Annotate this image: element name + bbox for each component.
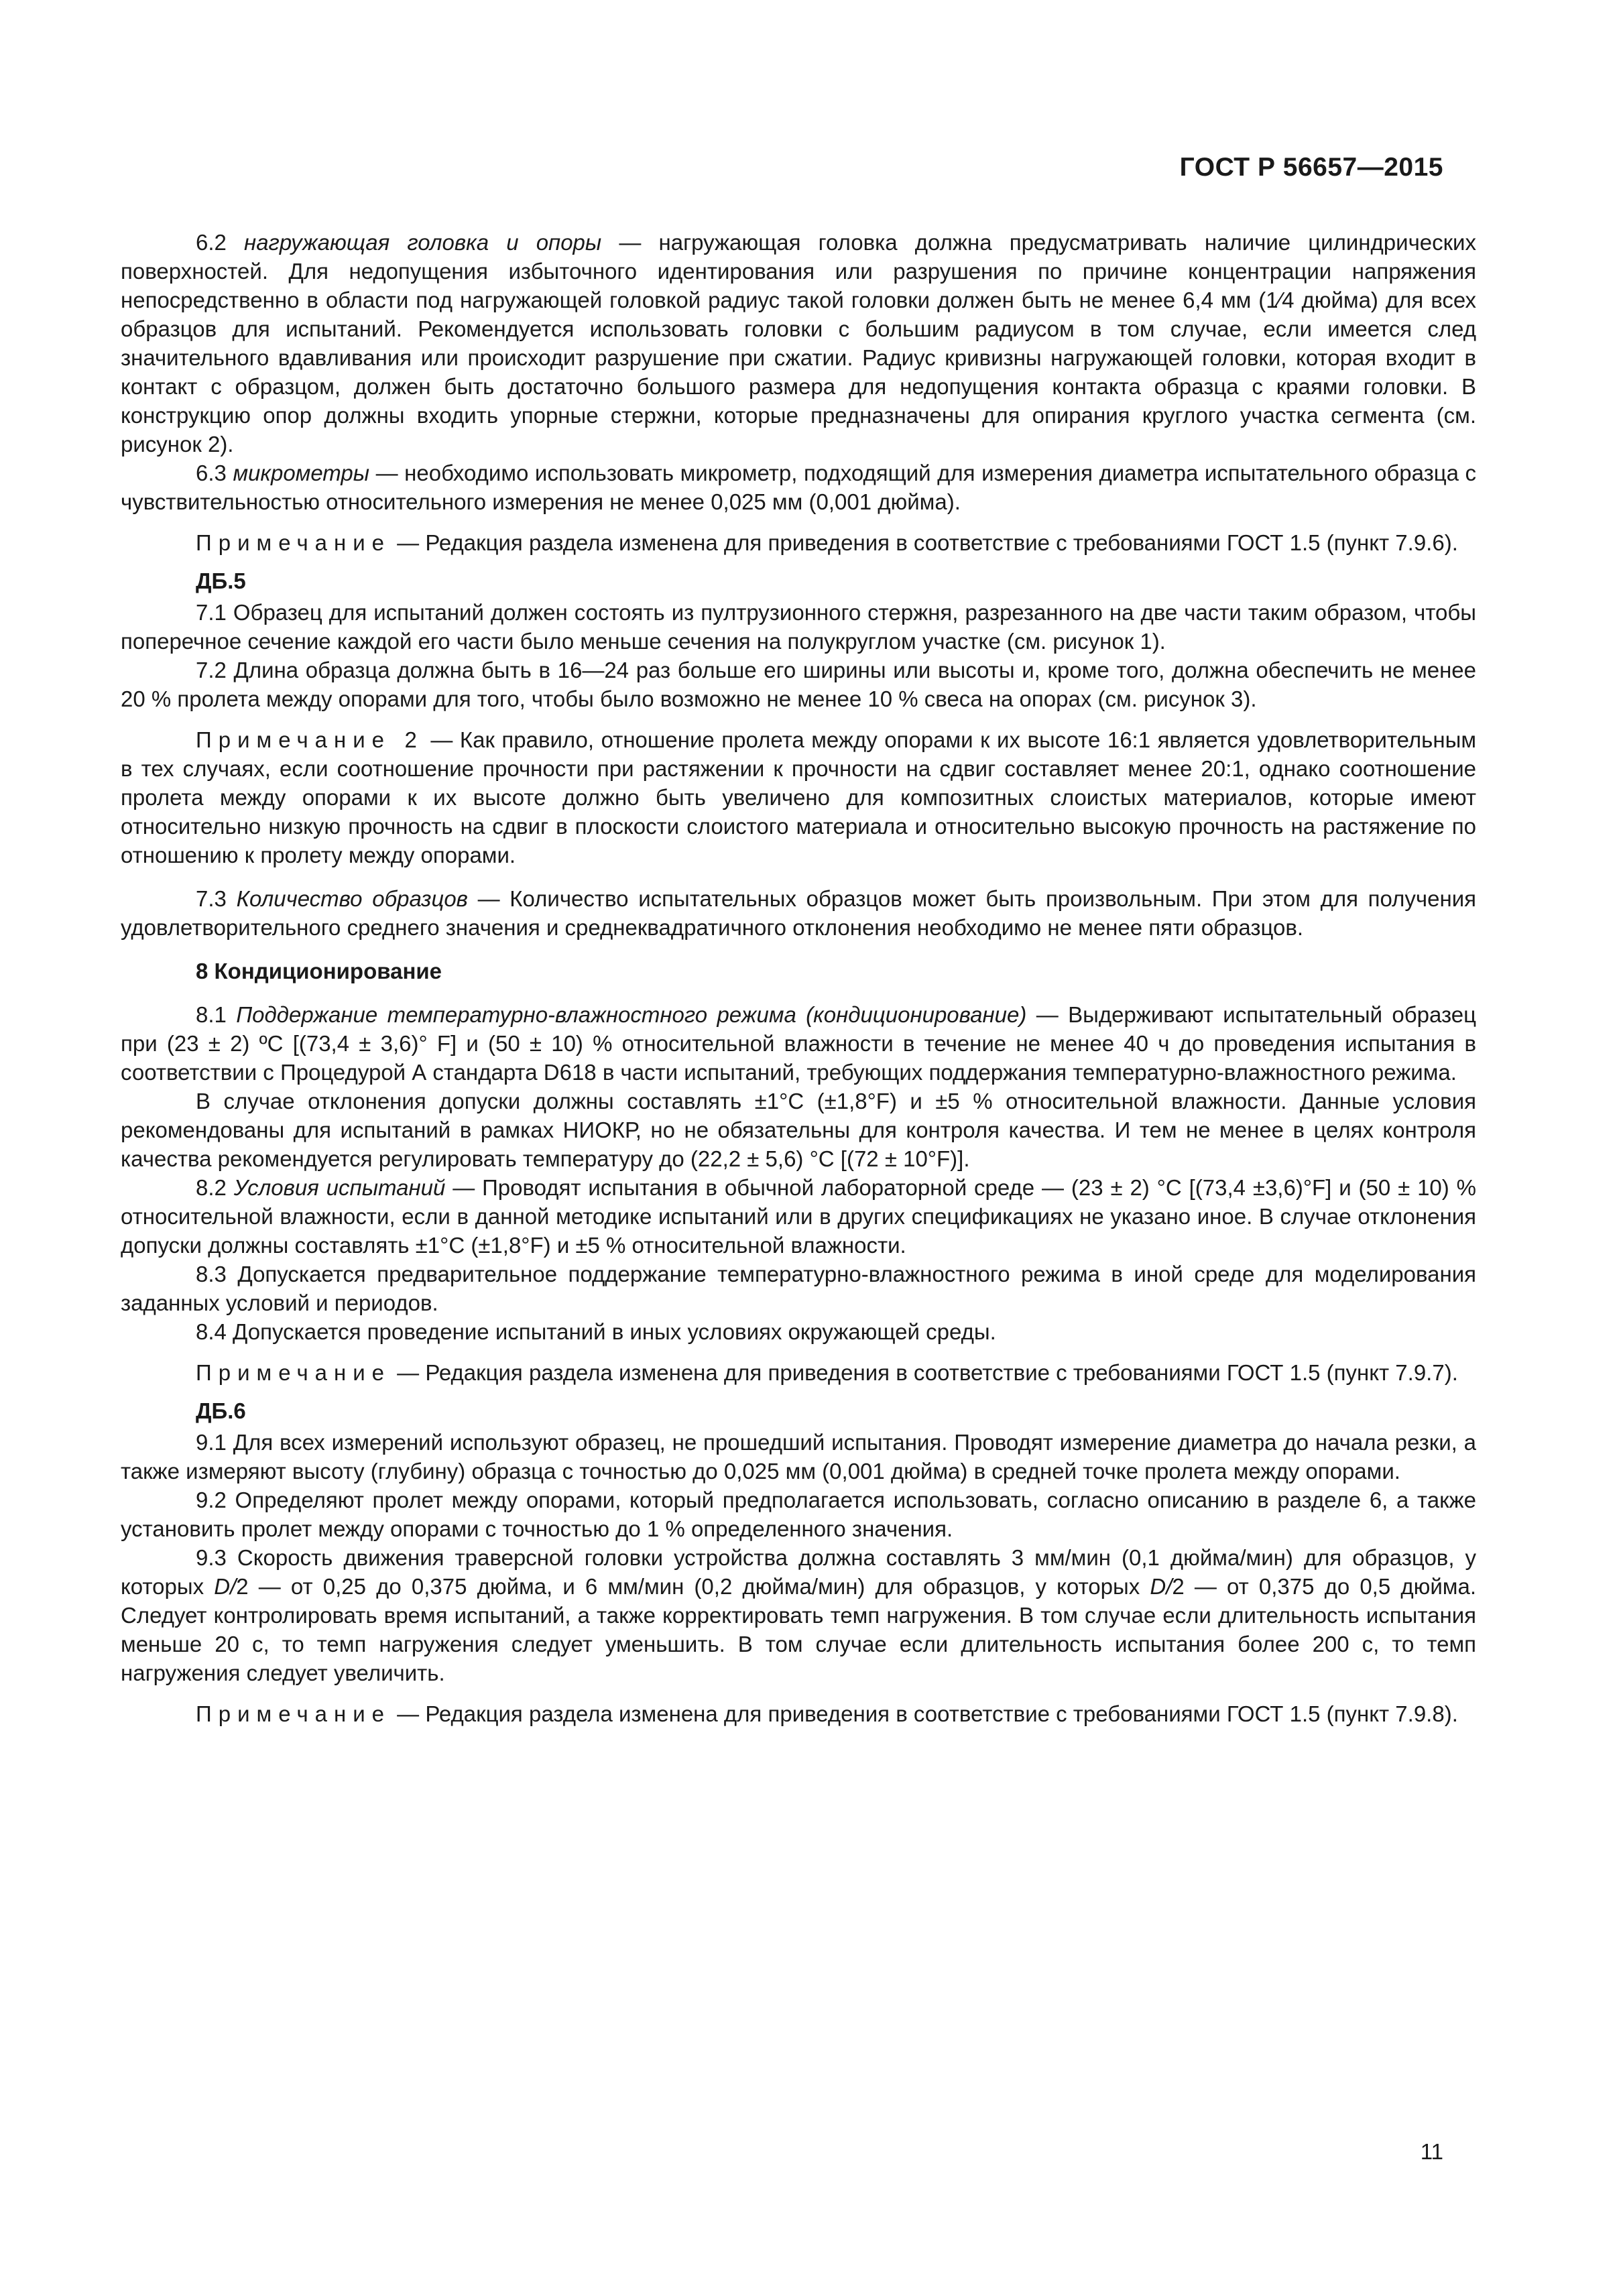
term-test-conditions: Условия испытаний [233, 1175, 446, 1200]
note-1: Примечание — Редакция раздела изменена для приведения в соответствие с требованиями ГОСТ 1.5 (пункт 7.9.6). [196, 530, 1458, 555]
paragraph-8-4: 8.4 Допускается проведение испытаний в иных условиях окружающей среды. [196, 1319, 996, 1344]
paragraph-8-1-b: В случае отклонения допуски должны составлять ±1°С (±1,8°F) и ±5 % относительной влажности. Данные условия рекомендованы для испытаний в рамках НИОКР, но не обязательны для контроля качества. И тем не менее в целях контроля качества рекомендуется регулировать температуру до (22,2 ± 5,6) °С [(72 ± 10°F)]. [121, 1089, 1476, 1171]
note-4: Примечание — Редакция раздела изменена для приведения в соответствие с требованиями ГОСТ 1.5 (пункт 7.9.8). [196, 1701, 1458, 1726]
paragraph-8-1: 8.1 Поддержание температурно-влажностного режима (кондиционирование) — Выдерживают испытательный образец при (23 ± 2) ºС [(73,4 ± 3,6)° F] и (50 ± 10) % относительной влажности в течение не менее 40 ч до проведения испытания в соответствии с Процедурой А стандарта D618 в части испытаний, требующих поддержания температурно-влажностного режима. [121, 1002, 1476, 1085]
heading-db5: ДБ.5 [196, 568, 246, 593]
term-micrometers: микрометры [233, 461, 370, 485]
section-8-title: 8 Кондиционирование [196, 959, 442, 983]
term-loading-head: нагружающая головка и опоры [244, 230, 602, 255]
note-3: Примечание — Редакция раздела изменена для приведения в соответствие с требованиями ГОСТ 1.5 (пункт 7.9.7). [196, 1360, 1458, 1385]
paragraph-9-3: 9.3 Скорость движения траверсной головки устройства должна составлять 3 мм/мин (0,1 дюйма/мин) для образцов, у которых D/2 — от 0,25 до 0,375 дюйма, и 6 мм/мин (0,2 дюйма/мин) для образцов, у которых D/2 — от 0,375 до 0,5 дюйма. Следует контролировать время испытаний, а также корректировать темп нагружения. В том случае если длительность испытания меньше 20 с, то темп нагружения следует уменьшить. В том случае если длительность испытания более 200 с, то темп нагружения следует увеличить. [121, 1545, 1476, 1685]
document-header: ГОСТ Р 56657—2015 [1179, 153, 1443, 182]
paragraph-7-3: 7.3 Количество образцов — Количество испытательных образцов может быть произвольным. При этом для получения удовлетворительного среднего значения и среднеквадратичного отклонения необходимо не менее пяти образцов. [121, 886, 1476, 940]
paragraph-6-2: 6.2 нагружающая головка и опоры — нагружающая головка должна предусматривать наличие цилиндрических поверхностей. Для недопущения избыточного идентирования или разрушения по причине концентрации напряжения непосредственно в области под нагружающей головкой радиус такой головки должен быть не менее 6,4 мм (1⁄4 дюйма) для всех образцов для испытаний. Рекомендуется использовать головки с большим радиусом в том случае, если имеется след значительного вдавливания или происходит разрушение при сжатии. Радиус кривизны нагружающей головки, которая входит в контакт с образцом, должен быть достаточно большого размера для недопущения контакта образца с краями головки. В конструкцию опор должны входить упорные стержни, которые предназначены для опирания круглого участка сегмента (см. рисунок 2). [121, 230, 1476, 457]
page-number: 11 [1420, 2139, 1443, 2164]
paragraph-9-1: 9.1 Для всех измерений используют образец, не прошедший испытания. Проводят измерение диаметра до начала резки, а также измеряют высоту (глубину) образца с точностью до 0,025 мм (0,001 дюйма) в средней точке пролета между опорами. [121, 1430, 1476, 1484]
note-2: Примечание 2 — Как правило, отношение пролета между опорами к их высоте 16:1 является удовлетворительным в тех случаях, если соотношение прочности при растяжении к прочности на сдвиг составляет менее 20:1, однако соотношение пролета между опорами к их высоте должно быть увеличено для композитных слоистых материалов, которые имеют относительно низкую прочность на сдвиг в плоскости слоистого материала и относительно высокую прочность на растяжение по отношению к пролету между опорами. [121, 727, 1477, 867]
paragraph-8-2: 8.2 Условия испытаний — Проводят испытания в обычной лабораторной среде — (23 ± 2) °С [(73,4 ±3,6)°F] и (50 ± 10) % относительной влажности, если в данной методике испытаний или в других спецификациях не указано иное. В случае отклонения допуски должны составлять ±1°С (±1,8°F) и ±5 % относительной влажности. [121, 1175, 1476, 1258]
document-body [121, 228, 1476, 1728]
paragraph-7-1: 7.1 Образец для испытаний должен состоять из пултрузионного стержня, разрезанного на две части таким образом, чтобы поперечное сечение каждой его части было меньше сечения на полукруглом участке (см. рисунок 1). [121, 600, 1476, 654]
heading-db6: ДБ.6 [196, 1398, 246, 1423]
paragraph-9-2: 9.2 Определяют пролет между опорами, который предполагается использовать, согласно описанию в разделе 6, а также установить пролет между опорами с точностью до 1 % определенного значения. [121, 1488, 1476, 1541]
paragraph-6-3: 6.3 микрометры — необходимо использовать микрометр, подходящий для измерения диаметра испытательного образца с чувствительностью относительного измерения не менее 0,025 мм (0,001 дюйма). [121, 461, 1477, 514]
term-conditioning: Поддержание температурно-влажностного режима (кондиционирование) [236, 1002, 1027, 1027]
paragraph-8-3: 8.3 Допускается предварительное поддержание температурно-влажностного режима в иной среде для моделирования заданных условий и периодов. [121, 1262, 1476, 1315]
term-sample-count: Количество образцов [236, 886, 468, 911]
paragraph-7-2: 7.2 Длина образца должна быть в 16—24 раз больше его ширины или высоты и, кроме того, должна обеспечить не менее 20 % пролета между опорами для того, чтобы было возможно не менее 10 % свеса на опорах (см. рисунок 3). [121, 658, 1476, 711]
